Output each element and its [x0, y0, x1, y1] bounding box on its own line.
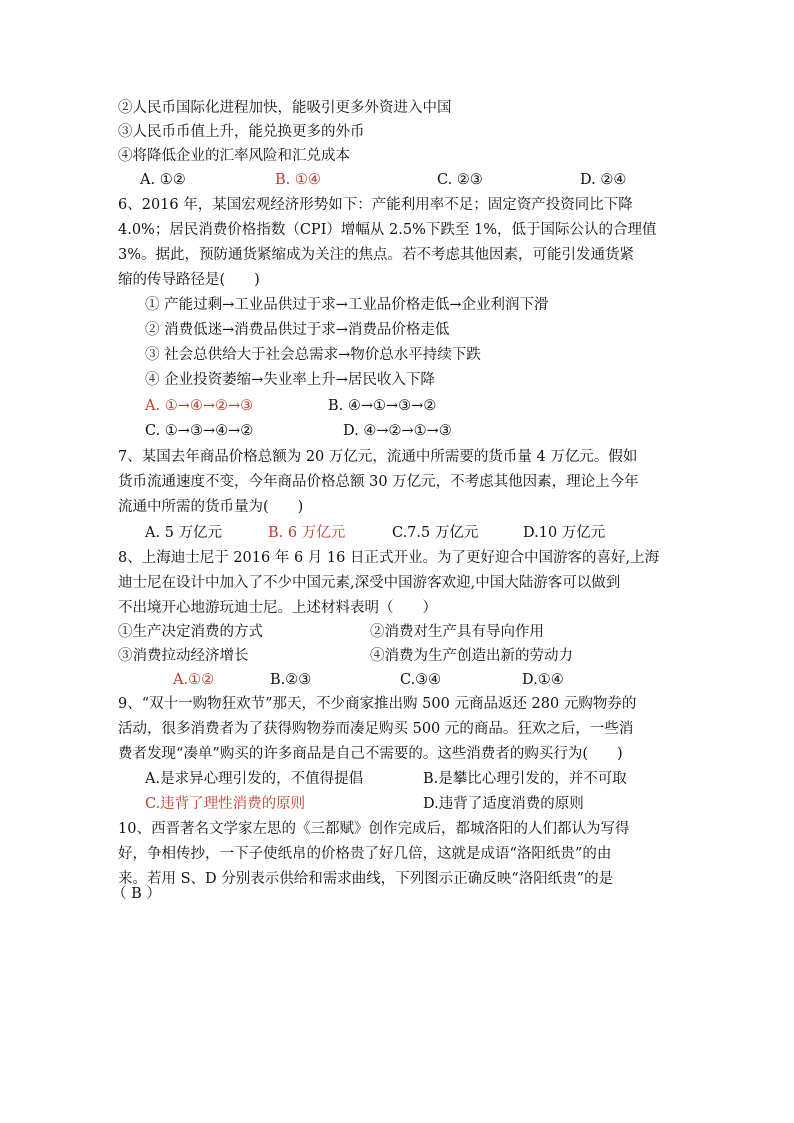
q6-option-a-answer: A. ①→④→②→③ — [145, 398, 254, 414]
q6-path-1: ① 产能过剩→工业品供过于求→工业品价格走低→企业利润下滑 — [145, 297, 549, 313]
q7-option-c: C.7.5 万亿元 — [392, 525, 479, 541]
q8-stem-line-1: 8、上海迪士尼于 2016 年 6 月 16 日正式开业。为了更好迎合中国游客的喜好,上海 — [118, 550, 660, 566]
q6-stem-line-1: 6、2016 年，某国宏观经济形势如下：产能利用率不足；固定资产投资同比下降 — [118, 197, 633, 213]
q5-option-c: C. ②③ — [437, 172, 483, 188]
q6-path-3: ③ 社会总供给大于社会总需求→物价总水平持续下跌 — [145, 347, 481, 363]
q9-option-a: A.是求异心理引发的，不值得提倡 — [145, 771, 364, 787]
q9-option-c-answer: C.违背了理性消费的原则 — [145, 796, 306, 812]
q9-stem-line-3: 费者发现“凑单”购买的许多商品是自己不需要的。这些消费者的购买行为( ) — [118, 746, 623, 762]
q8-option-a-answer: A.①② — [173, 672, 215, 688]
q10-stem-line-2: 好，争相传抄，一下子使纸帛的价格贵了好几倍，这就是成语“洛阳纸贵”的由 — [118, 846, 612, 862]
q6-option-c: C. ①→③→④→② — [145, 423, 254, 439]
q6-stem-line-2: 4.0%；居民消费价格指数（CPI）增幅从 2.5%下跌至 1%，低于国际公认的合理值 — [118, 222, 657, 238]
q6-option-d: D. ④→②→①→③ — [343, 423, 452, 439]
q9-stem-line-1: 9、“双十一购物狂欢节”那天，不少商家推出购 500 元商品返还 280 元购物券的 — [118, 696, 637, 712]
q9-option-d: D.违背了适度消费的原则 — [423, 796, 584, 812]
q5-statement-3: ③人民币币值上升，能兑换更多的外币 — [118, 124, 365, 140]
q5-option-b-answer: B. ①④ — [275, 172, 321, 188]
q8-option-c: C.③④ — [400, 672, 442, 688]
q8-stem-line-3: 不出境开心地游玩迪士尼。上述材料表明（ ） — [118, 600, 437, 616]
q10-stem-line-3: 来。若用 S、D 分别表示供给和需求曲线，下列图示正确反映“洛阳纸贵”的是 — [118, 871, 614, 887]
q8-statement-3: ③消费拉动经济增长 — [118, 648, 249, 664]
q6-path-4: ④ 企业投资萎缩→失业率上升→居民收入下降 — [145, 372, 435, 388]
q10-stem-line-1: 10、西晋著名文学家左思的《三都赋》创作完成后，都城洛阳的人们都认为写得 — [118, 821, 630, 837]
q7-stem-line-3: 流通中所需的货币量为( ) — [118, 499, 304, 515]
q6-stem-line-3: 3%。据此，预防通货紧缩成为关注的焦点。若不考虑其他因素，可能引发通货紧 — [118, 247, 635, 263]
q8-statement-2: ②消费对生产具有导向作用 — [370, 624, 544, 640]
q7-option-a: A. 5 万亿元 — [145, 525, 223, 541]
q8-stem-line-2: 迪士尼在设计中加入了不少中国元素,深受中国游客欢迎,中国大陆游客可以做到 — [118, 575, 621, 591]
q5-statement-2: ②人民币国际化进程加快，能吸引更多外资进入中国 — [118, 100, 452, 116]
q9-option-b: B.是攀比心理引发的，并不可取 — [423, 771, 627, 787]
q5-statement-4: ④将降低企业的汇率风险和汇兑成本 — [118, 148, 350, 164]
q6-option-b: B. ④→①→③→② — [328, 398, 437, 414]
q8-option-b: B.②③ — [270, 672, 312, 688]
q6-path-2: ② 消费低迷→消费品供过于求→消费品价格走低 — [145, 322, 450, 338]
q10-answer: （ B ） — [112, 886, 161, 902]
q5-option-a: A. ①② — [140, 172, 186, 188]
q6-stem-line-4: 缩的传导路径是( ) — [118, 272, 260, 288]
q7-option-d: D.10 万亿元 — [523, 525, 606, 541]
q7-stem-line-2: 货币流通速度不变，今年商品价格总额 30 万亿元，不考虑其他因素，理论上今年 — [118, 474, 639, 490]
q8-statement-4: ④消费为生产创造出新的劳动力 — [370, 648, 573, 664]
q8-statement-1: ①生产决定消费的方式 — [118, 624, 263, 640]
q7-stem-line-1: 7、某国去年商品价格总额为 20 万亿元，流通中所需要的货币量 4 万亿元。假如 — [118, 449, 638, 465]
q5-option-d: D. ②④ — [580, 172, 627, 188]
q8-option-d: D.①④ — [522, 672, 564, 688]
q7-option-b-answer: B. 6 万亿元 — [268, 525, 346, 541]
q9-stem-line-2: 活动，很多消费者为了获得购物券而凑足购买 500 元的商品。狂欢之后，一些消 — [118, 721, 634, 737]
